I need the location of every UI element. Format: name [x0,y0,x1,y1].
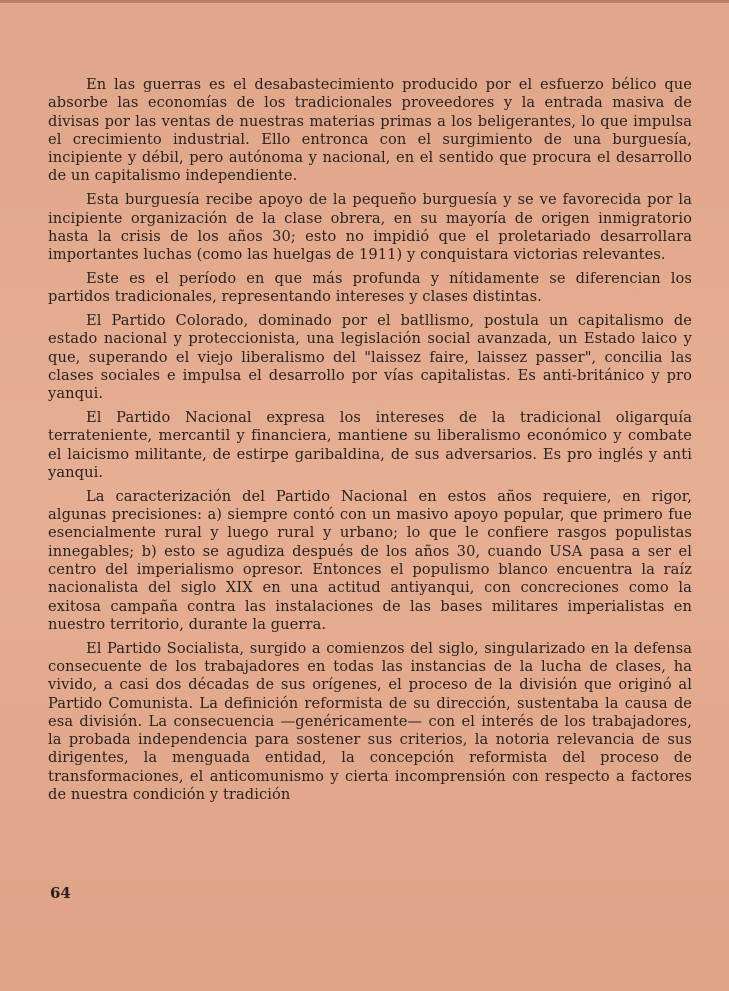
paragraph: Esta burguesía recibe apoyo de la pequeño burguesía y se ve favorecida por la incipiente organización de la clase obrera, en su mayoría de origen inmigratorio hasta la crisis de los años 30; esto no impidió que el proletariado desarrollara importantes luchas (como las huelgas de 1911) y conquistara victorias relevantes. [48,191,692,264]
paragraph: El Partido Socialista, surgido a comienzos del siglo, singularizado en la defensa consecuente de los trabajadores en todas las instancias de la lucha de clases, ha vivido, a casi dos décadas de sus orígenes, el proceso de la división que originó al Partido Comunista. La definición reformista de su dirección, sustentaba la causa de esa división. La consecuencia —genéricamente— con el interés de los trabajadores, la probada independencia para sostener sus criterios, la notoria relevancia de sus dirigentes, la menguada entidad, la concepción reformista del proceso de transformaciones, el anticomunismo y cierta incomprensión con respecto a factores de nuestra condición y tradición [48,639,692,803]
paragraph: En las guerras es el desabastecimiento producido por el esfuerzo bélico que absorbe las economías de los tradicionales proveedores y la entrada masiva de divisas por las ventas de nuestras materias primas a los beligerantes, lo que impulsa el crecimiento industrial. Ello entronca con el surgimiento de una burguesía, incipiente y débil, pero autónoma y nacional, en el sentido que procura el desarrollo de un capitalismo independiente. [48,76,692,185]
paragraph: El Partido Nacional expresa los intereses de la tradicional oligarquía terrateniente, mercantil y financiera, mantiene su liberalismo económico y combate el laicismo militante, de estirpe garibaldina, de sus adversarios. Es pro inglés y anti yanqui. [48,409,692,481]
body-text [48,76,692,810]
paragraph: El Partido Colorado, dominado por el batllismo, postula un capitalismo de estado nacional y proteccionista, una legislación social avanzada, un Estado laico y que, superando el viejo liberalismo del "laissez faire, laissez passer", concilia las clases sociales e impulsa el desarrollo por vías capitalistas. Es anti-británico y pro yanqui. [48,312,692,403]
paragraph: La caracterización del Partido Nacional en estos años requiere, en rigor, algunas precisiones: a) siempre contó con un masivo apoyo popular, que primero fue esencialmente rural y luego rural y urbano; lo que le confiere rasgos populistas innegables; b) esto se agudiza después de los años 30, cuando USA pasa a ser el centro del imperialismo opresor. Entonces el populismo blanco encuentra la raíz nacionalista del siglo XIX en una actitud antiyanqui, con concreciones como la exitosa campaña contra las instalaciones de las bases militares imperialistas en nuestro territorio, durante la guerra. [48,487,692,633]
page-number: 64 [50,884,71,902]
paragraph: Este es el período en que más profunda y nítidamente se diferencian los partidos tradicionales, representando intereses y clases distintas. [48,269,692,306]
page-top-edge [0,0,729,3]
